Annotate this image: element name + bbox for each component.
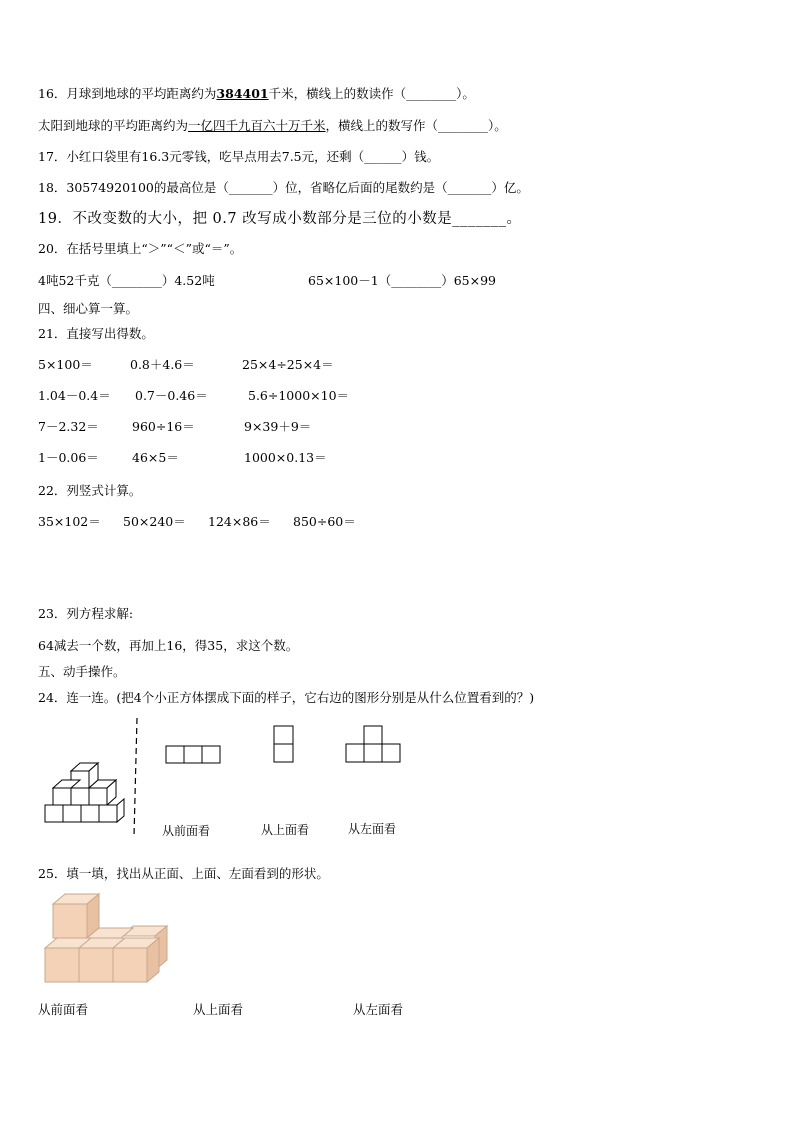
q21-item: 960÷16＝ — [132, 419, 195, 434]
question-24-title: 24．连一连。(把4个小正方体摆成下面的样子，它右边的图形分别是从什么位置看到的？) — [38, 690, 535, 705]
q16-text-post: 千米，横线上的数读作（________）。 — [268, 86, 475, 101]
q21-item: 1－0.06＝ — [38, 450, 99, 465]
question-17: 17．小红口袋里有16.3元零钱，吃早点用去7.5元，还剩（______）钱。 — [38, 149, 440, 164]
q22-item: 850÷60＝ — [293, 514, 356, 529]
q20-item-b: 65×100－1（________）65×99 — [308, 273, 496, 288]
q21-item: 25×4÷25×4＝ — [242, 357, 334, 372]
question-19: 19．不改变数的大小，把 0.7 改写成小数部分是三位的小数是_______。 — [38, 211, 522, 227]
q25-caption-front: 从前面看 — [38, 1002, 89, 1017]
q24-view-three-squares — [165, 745, 223, 765]
q24-cube-stack-figure — [44, 762, 126, 824]
question-16-line-2 — [38, 116, 507, 134]
q16-line2-pre: 太阳到地球的平均距离约为 — [38, 118, 189, 133]
q25-colored-cube-figure — [43, 892, 171, 984]
section-4-heading: 四、细心算一算。 — [38, 301, 139, 316]
question-16-line-1 — [38, 84, 475, 102]
section-5-heading: 五、动手操作。 — [38, 664, 126, 679]
q24-caption-left: 从左面看 — [348, 822, 397, 836]
question-18: 18．30574920100的最高位是（_______）位，省略亿后面的尾数约是（_______）亿。 — [38, 180, 529, 195]
q24-caption-top: 从上面看 — [261, 823, 310, 837]
question-22-title: 22．列竖式计算。 — [38, 483, 142, 498]
q16-number: 384401 — [216, 86, 269, 101]
q21-item: 1.04－0.4＝ — [38, 388, 111, 403]
q24-caption-front: 从前面看 — [162, 824, 211, 838]
q16-line2-underlined: 一亿四千九百六十万千米 — [188, 118, 326, 133]
question-23-text: 64减去一个数，再加上16，得35，求这个数。 — [38, 638, 299, 653]
q21-item: 1000×0.13＝ — [244, 450, 327, 465]
q21-item: 5×100＝ — [38, 357, 93, 372]
q24-view-two-stacked-squares — [273, 725, 295, 765]
q21-item: 5.6÷1000×10＝ — [248, 388, 350, 403]
q21-item: 46×5＝ — [132, 450, 179, 465]
q16-text-pre: 16．月球到地球的平均距离约为 — [38, 86, 217, 101]
q22-item: 50×240＝ — [123, 514, 186, 529]
q21-item: 7－2.32＝ — [38, 419, 99, 434]
question-23-title: 23．列方程求解: — [38, 606, 134, 621]
question-20-title: 20．在括号里填上“＞”“＜”或“＝”。 — [38, 241, 243, 256]
q16-line2-post: ，横线上的数写作（________）。 — [325, 118, 507, 133]
question-21-title: 21．直接写出得数。 — [38, 326, 154, 341]
q21-item: 0.7－0.46＝ — [135, 388, 208, 403]
q25-caption-left: 从左面看 — [353, 1002, 404, 1017]
q25-caption-top: 从上面看 — [193, 1002, 244, 1017]
question-25-title: 25．填一填，找出从正面、上面、左面看到的形状。 — [38, 866, 329, 881]
q24-dashed-divider — [131, 718, 141, 836]
q21-item: 9×39＋9＝ — [244, 419, 312, 434]
q20-item-a: 4吨52千克（________）4.52吨 — [38, 273, 215, 288]
q24-view-t-shape — [345, 725, 405, 765]
q21-item: 0.8＋4.6＝ — [130, 357, 195, 372]
q22-item: 124×86＝ — [208, 514, 271, 529]
q22-item: 35×102＝ — [38, 514, 101, 529]
